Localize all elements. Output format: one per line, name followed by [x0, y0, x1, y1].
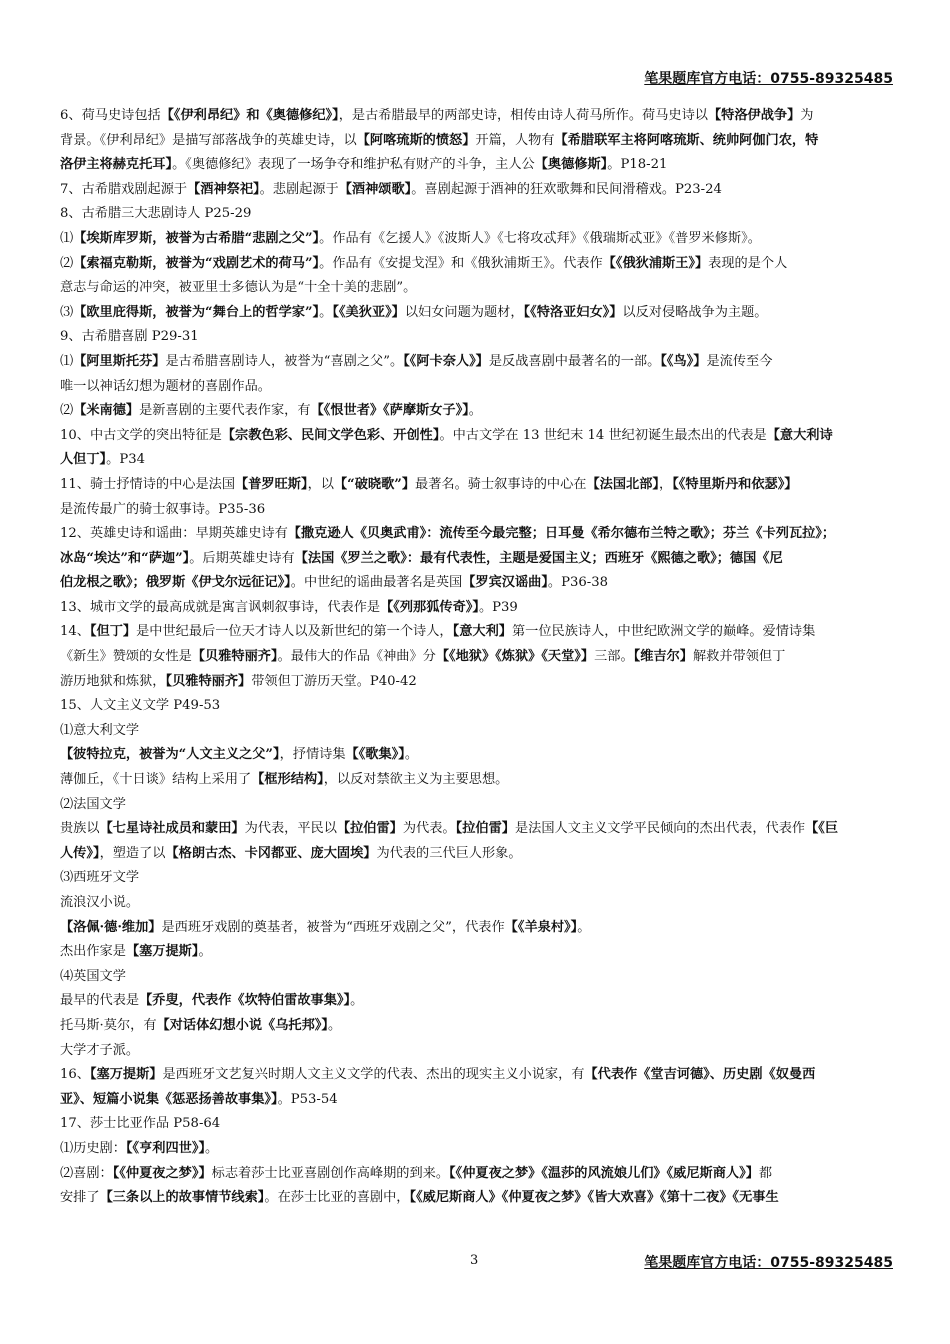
text-segment: ，抒情诗集	[279, 747, 346, 763]
text-segment: 16、	[60, 1067, 90, 1083]
text-segment: 唯一以神话幻想为题材的喜剧作品。	[60, 378, 271, 394]
text-segment: 17、莎士比亚作品 P58-64	[60, 1116, 221, 1132]
text-segment: 带领但丁游历天堂。P40-42	[251, 673, 417, 689]
text-segment: ，以	[307, 476, 334, 492]
text-segment: 。作品有《乞援人》《波斯人》《七将攻忒拜》《俄瑞斯忒亚》《普罗米修斯》。	[319, 230, 761, 246]
highlighted-answer: 【普罗旺斯】	[235, 476, 308, 492]
text-segment: 。中古文学在 13 世纪末 14 世纪初诞生最杰出的代表是	[439, 427, 767, 443]
highlighted-answer: 【《歌集》】	[345, 747, 405, 763]
highlighted-answer: 【拉伯雷】	[455, 821, 515, 837]
text-segment: ，是古希腊最早的两部史诗，相传由诗人荷马所作。荷马史诗以	[338, 108, 708, 123]
highlighted-answer: 【法国《罗兰之歌》：最有代表性，主题是爱国主义；西班牙《熙德之歌》；德国《尼	[294, 550, 783, 566]
text-line	[60, 1112, 893, 1137]
text-segment: 。P18-21	[607, 157, 668, 173]
text-segment: 最早的代表是	[60, 993, 140, 1009]
text-segment: 大学才子派。	[60, 1042, 140, 1058]
header-phone: 笔果题库官方电话：0755-89325485	[644, 71, 893, 87]
text-line	[60, 719, 893, 744]
text-segment: 安排了	[60, 1190, 100, 1206]
text-line	[60, 129, 893, 154]
text-segment: 以妇女问题为题材，	[404, 304, 524, 320]
text-line	[60, 202, 893, 227]
text-segment: 是西班牙文艺复兴时期人文主义文学的代表、杰出的现实主义小说家，有	[162, 1067, 585, 1083]
text-segment: ，以反对禁欲主义为主要思想。	[323, 772, 509, 788]
highlighted-answer: 【代表作《堂吉诃德》、历史剧《奴曼西	[584, 1067, 816, 1083]
text-segment: 是流传最广的骑士叙事诗。P35-36	[60, 501, 266, 517]
text-segment: 15、人文主义文学 P49-53	[60, 698, 221, 714]
highlighted-answer: 【三条以上的故事情节线索】	[99, 1190, 265, 1206]
highlighted-answer: 人传》】	[60, 845, 100, 861]
text-line	[60, 1014, 893, 1039]
text-segment: 。	[577, 919, 591, 935]
text-segment: 。	[319, 304, 333, 320]
text-line	[60, 375, 893, 400]
text-segment: 意志与命运的冲突，被亚里士多德认为是“十全十美的悲剧”。	[60, 280, 417, 296]
highlighted-answer: 【贝雅特丽齐】	[191, 649, 278, 665]
text-segment: 。《奥德修纪》表现了一场争夺和维护私有财产的斗争，主人公	[172, 157, 535, 173]
text-line	[60, 252, 893, 277]
text-segment: 是流传至今	[706, 353, 773, 369]
highlighted-answer: 【法国北部】	[586, 476, 660, 492]
highlighted-answer: 【彼特拉克，被誉为“人文主义之父”】	[60, 747, 280, 763]
highlighted-answer: 【《特里斯丹和依瑟》】	[672, 476, 798, 492]
text-segment: 《新生》赞颂的女性是	[60, 649, 192, 665]
highlighted-answer: 【《鸟》】	[660, 353, 707, 369]
highlighted-answer: 【宗教色彩、民间文学色彩、开创性】	[221, 427, 440, 443]
text-line	[60, 301, 893, 326]
highlighted-answer: 亚》、短篇小说集《惩恶扬善故事集》】	[60, 1091, 278, 1107]
text-line	[60, 571, 893, 596]
highlighted-answer: 【埃斯库罗斯，被誉为古希腊“悲剧之父”】	[73, 230, 320, 246]
text-line	[60, 596, 893, 621]
text-line	[60, 645, 893, 670]
text-segment: 。	[198, 944, 212, 960]
highlighted-answer: 【罗宾汉谣曲】	[462, 575, 548, 591]
text-line	[60, 227, 893, 252]
text-segment: ，塑造了以	[99, 845, 166, 861]
text-segment: 解救并带领但丁	[692, 649, 786, 665]
text-segment: ⑵喜剧：	[60, 1165, 113, 1181]
highlighted-answer: 【《阿卡奈人》】	[403, 353, 489, 369]
text-segment: 薄伽丘，《十日谈》结构上采用了	[60, 772, 252, 788]
text-segment: 。P36-38	[547, 575, 608, 591]
text-segment: 背景。《伊利昂纪》是描写部落战争的英雄史诗，以	[60, 132, 357, 148]
text-segment: 10、中古文学的突出特征是	[60, 427, 222, 443]
text-line	[60, 498, 893, 523]
text-segment: ⑷英国文学	[60, 968, 126, 984]
text-line	[60, 473, 893, 498]
text-segment: ⑴意大利文学	[60, 722, 140, 738]
highlighted-answer: 【《伊利昂纪》和《奥德修纪》】	[160, 108, 339, 123]
text-segment: ⑵	[60, 403, 74, 419]
text-segment: 。P53-54	[277, 1091, 338, 1107]
highlighted-answer: 【撒克逊人《贝奥武甫》：流传至今最完整；日耳曼《希尔德布兰特之歌》；芬兰《卡列瓦拉》；	[287, 526, 836, 542]
text-segment: 。	[205, 1140, 219, 1156]
text-line	[60, 768, 893, 793]
text-segment: 7、古希腊戏剧起源于	[60, 181, 188, 197]
text-segment: 。	[404, 747, 419, 763]
highlighted-answer: 【酒神祭祀】	[187, 181, 260, 197]
document-body	[60, 104, 893, 1211]
highlighted-answer: 【“破晓歌”】	[333, 476, 416, 492]
highlighted-answer: 冰岛“埃达”和“萨迦”】	[60, 550, 190, 566]
text-segment: 。悲剧起源于	[259, 181, 339, 197]
text-segment: 都	[758, 1165, 773, 1181]
highlighted-answer: 【奥德修斯】	[534, 157, 608, 173]
highlighted-answer: 【酒神颂歌】	[338, 181, 412, 197]
highlighted-answer: 【《特洛亚妇女》】	[523, 304, 623, 320]
text-line	[60, 1186, 893, 1211]
highlighted-answer: 【《列那狐传奇》】	[380, 599, 479, 615]
text-line	[60, 399, 893, 424]
text-segment: 三部。	[594, 649, 634, 665]
text-line	[60, 153, 893, 178]
text-segment: 为代表的三代巨人形象。	[376, 845, 522, 861]
highlighted-answer: 【塞万提斯】	[125, 944, 199, 960]
text-segment: 最著名。骑士叙事诗的中心在	[415, 476, 587, 492]
text-segment: 为	[800, 108, 814, 123]
text-segment: ⑴	[60, 230, 74, 246]
text-line	[60, 866, 893, 891]
text-line	[60, 694, 893, 719]
text-segment: 贵族以	[60, 821, 100, 837]
highlighted-answer: 伯龙根之歌》；俄罗斯《伊戈尔远征记》】	[60, 575, 291, 591]
text-line	[60, 350, 893, 375]
text-segment: 是中世纪最后一位天才诗人以及新世纪的第一个诗人，	[136, 624, 453, 640]
text-segment: ⑴历史剧：	[60, 1140, 126, 1156]
text-segment: 6、荷马史诗包括	[60, 108, 161, 123]
text-line	[60, 424, 893, 449]
text-line	[60, 743, 893, 768]
highlighted-answer: 【欧里庇得斯，被誉为“舞台上的哲学家”】	[73, 304, 320, 320]
highlighted-answer: 【《恨世者》《萨摩斯女子》】	[310, 403, 469, 419]
text-segment: 为代表，平民以	[244, 821, 337, 837]
text-segment: 第一位民族诗人，中世纪欧洲文学的巅峰。爱情诗集	[511, 624, 816, 640]
text-segment: 。在莎士比亚的喜剧中，	[264, 1190, 410, 1206]
text-line	[60, 670, 893, 695]
text-segment: 以反对侵略战争为主题。	[622, 304, 768, 320]
text-line	[60, 891, 893, 916]
highlighted-answer: 【索福克勒斯，被誉为“戏剧艺术的荷马”】	[73, 255, 320, 271]
text-segment: 。喜剧起源于酒神的狂欢歌舞和民间滑稽戏。P23-24	[411, 181, 722, 197]
text-line	[60, 965, 893, 990]
highlighted-answer: 【米南德】	[73, 403, 140, 419]
text-segment: 标志着莎士比亚喜剧创作高峰期的到来。	[211, 1165, 450, 1181]
text-segment: 。	[327, 1017, 342, 1033]
highlighted-answer: 【意大利】	[452, 624, 512, 640]
highlighted-answer: 【《亨利四世》】	[125, 1140, 206, 1156]
text-line	[60, 1137, 893, 1162]
highlighted-answer: 【意大利诗	[766, 427, 833, 443]
highlighted-answer: 【《地狱》《炼狱》《天堂》】	[435, 649, 595, 665]
text-segment: 。最伟大的作品《神曲》分	[277, 649, 436, 665]
highlighted-answer: 【《仲夏夜之梦》《温莎的风流娘儿们》《威尼斯商人》】	[449, 1165, 759, 1181]
text-line	[60, 104, 893, 129]
text-segment: 是法国人文主义文学平民倾向的杰出代表，代表作	[514, 821, 806, 837]
highlighted-answer: 【阿喀琉斯的愤怒】	[356, 132, 476, 148]
text-segment: 13、城市文学的最高成就是寓言讽刺叙事诗，代表作是	[60, 599, 381, 615]
highlighted-answer: 【《威尼斯商人》《仲夏夜之梦》《皆大欢喜》《第十二夜》《无事生	[409, 1190, 779, 1206]
highlighted-answer: 【但丁】	[89, 624, 137, 640]
text-segment: 流浪汉小说。	[60, 895, 140, 910]
text-segment: 9、古希腊喜剧 P29-31	[60, 329, 199, 345]
text-segment: 。中世纪的谣曲最著名是英国	[290, 575, 463, 591]
text-segment: 表现的是个人	[708, 255, 788, 271]
text-segment: 是反战喜剧中最著名的一部。	[488, 353, 661, 369]
highlighted-answer: 【维吉尔】	[633, 649, 693, 665]
text-segment: 11、骑士抒情诗的中心是法国	[60, 476, 236, 492]
text-segment: ⑶西班牙文学	[60, 870, 140, 886]
text-line	[60, 940, 893, 965]
text-segment: 是西班牙戏剧的奠基者，被誉为“西班牙戏剧之父”，代表作	[161, 919, 505, 935]
highlighted-answer: 【拉伯雷】	[336, 821, 403, 837]
highlighted-answer: 【乔叟，代表作《坎特伯雷故事集》】	[139, 993, 351, 1009]
footer-phone: 笔果题库官方电话：0755-89325485	[644, 1255, 893, 1271]
text-segment: 。P34	[106, 452, 145, 468]
highlighted-answer: 【《美狄亚》】	[332, 304, 405, 320]
text-line	[60, 620, 893, 645]
highlighted-answer: 【《仲夏夜之梦》】	[112, 1165, 212, 1181]
highlighted-answer: 【阿里斯托芬】	[73, 353, 166, 369]
text-line	[60, 1039, 893, 1064]
page-number: 3	[470, 1253, 479, 1268]
text-line	[60, 817, 893, 842]
text-segment: 。后期英雄史诗有	[189, 550, 295, 566]
text-line	[60, 522, 893, 547]
text-segment: 12、英雄史诗和谣曲：早期英雄史诗有	[60, 526, 288, 542]
text-segment: ⑵	[60, 255, 74, 271]
text-line	[60, 989, 893, 1014]
highlighted-answer: 【框形结构】	[251, 772, 324, 788]
text-line	[60, 276, 893, 301]
text-segment: 。	[350, 993, 364, 1009]
highlighted-answer: 人但丁】	[60, 452, 107, 468]
text-segment: 是古希腊喜剧诗人，被誉为“喜剧之父”。	[165, 353, 404, 369]
text-segment: ，	[659, 476, 673, 492]
text-segment: 为代表。	[402, 821, 456, 837]
highlighted-answer: 洛伊主将赫克托耳】	[60, 157, 173, 173]
text-line	[60, 916, 893, 941]
text-segment: 8、古希腊三大悲剧诗人 P25-29	[60, 206, 252, 222]
text-line	[60, 842, 893, 867]
text-segment: 。	[468, 403, 482, 419]
text-segment: ⑵法国文学	[60, 796, 126, 812]
highlighted-answer: 【格朗古杰、卡冈都亚、庞大固埃】	[165, 845, 377, 861]
text-segment: 开篇，人物有	[475, 132, 555, 148]
highlighted-answer: 【贝雅特丽齐】	[165, 673, 252, 689]
text-line	[60, 178, 893, 203]
highlighted-answer: 【《羊泉村》】	[504, 919, 578, 935]
text-line	[60, 793, 893, 818]
highlighted-answer: 【洛佩·德·维加】	[60, 919, 162, 935]
highlighted-answer: 【特洛伊战争】	[707, 108, 801, 123]
highlighted-answer: 【塞万提斯】	[89, 1067, 163, 1083]
text-segment: ⑶	[60, 304, 74, 320]
text-line	[60, 547, 893, 572]
highlighted-answer: 【《巨	[805, 821, 839, 837]
highlighted-answer: 【希腊联军主将阿喀琉斯、统帅阿伽门农，特	[554, 132, 819, 148]
text-segment: 14、	[60, 624, 90, 640]
text-line	[60, 1088, 893, 1113]
text-segment: 游历地狱和炼狱，	[60, 673, 166, 689]
highlighted-answer: 【对话体幻想小说《乌托邦》】	[156, 1017, 328, 1033]
text-segment: 。作品有《安提戈涅》和《俄狄浦斯王》。代表作	[319, 255, 603, 271]
text-line	[60, 1162, 893, 1187]
text-line	[60, 448, 893, 473]
text-segment: ⑴	[60, 353, 74, 369]
highlighted-answer: 【《俄狄浦斯王》】	[602, 255, 709, 271]
text-segment: 杰出作家是	[60, 944, 126, 960]
text-line	[60, 1063, 893, 1088]
text-segment: 托马斯·莫尔，有	[60, 1017, 157, 1033]
highlighted-answer: 【七星诗社成员和蒙田】	[99, 821, 245, 837]
text-line	[60, 325, 893, 350]
text-segment: 。P39	[478, 599, 518, 615]
text-segment: 是新喜剧的主要代表作家，有	[139, 403, 311, 419]
